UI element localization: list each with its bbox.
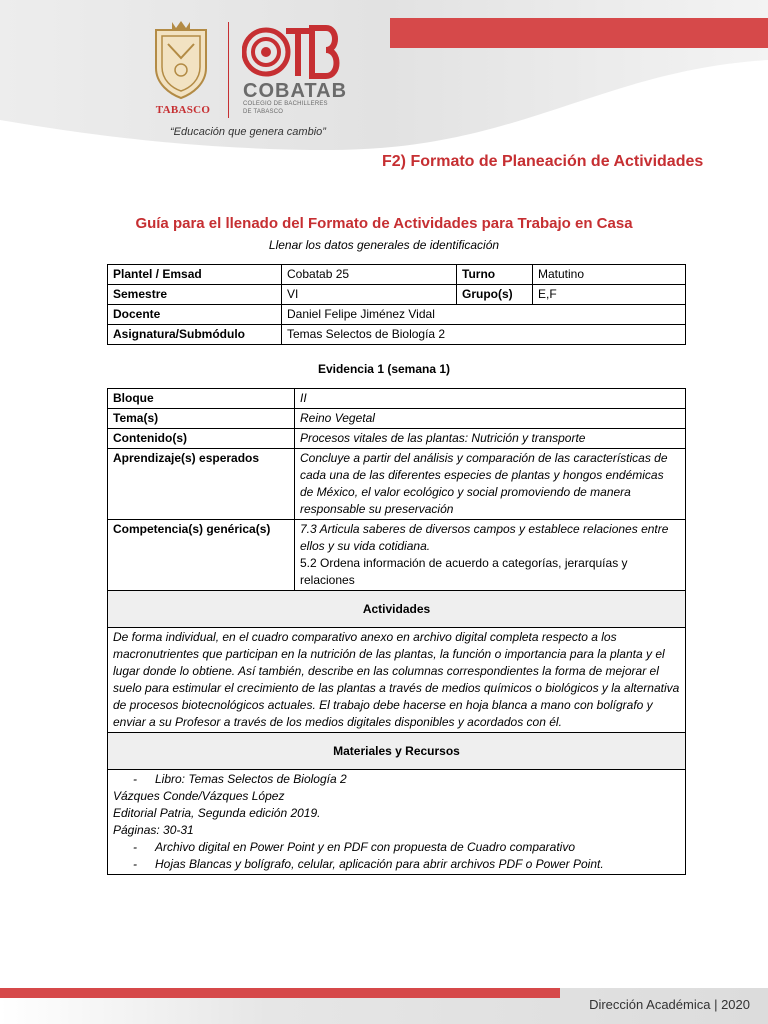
aprendizaje-label: Aprendizaje(s) esperados (108, 449, 295, 520)
competencia-value (295, 520, 686, 591)
competencia-item: 7.3 Articula saberes de diversos campos y establece relaciones entre ellos y su vida cotidiana. (300, 522, 669, 553)
plantel-value: Cobatab 25 (282, 265, 457, 285)
footer-banner (0, 988, 768, 1024)
form-title: F2) Formato de Planeación de Actividades (382, 153, 704, 170)
materiales-list (108, 770, 686, 875)
turno-value: Matutino (533, 265, 686, 285)
cobatab-brand-name: COBATAB (243, 80, 348, 102)
asignatura-label: Asignatura/Submódulo (108, 325, 282, 345)
grupo-label: Grupo(s) (457, 285, 533, 305)
table-row (108, 305, 686, 325)
contenido-label: Contenido(s) (108, 429, 295, 449)
table-row (108, 591, 686, 628)
bloque-label: Bloque (108, 389, 295, 409)
general-data-table (107, 264, 686, 345)
cobatab-subtitle-line2: DE TABASCO (243, 109, 284, 115)
contenido-value: Procesos vitales de las plantas: Nutrición y transporte (295, 429, 686, 449)
bullet-dash: - (133, 840, 137, 854)
table-row (108, 265, 686, 285)
tabasco-label: TABASCO (155, 104, 211, 116)
table-row (108, 520, 686, 591)
grupo-value: E,F (533, 285, 686, 305)
list-item (113, 839, 680, 856)
material-text: Libro: Temas Selectos de Biología 2 (155, 772, 347, 786)
semestre-label: Semestre (108, 285, 282, 305)
footer-text: Dirección Académica | 2020 (589, 997, 750, 1012)
header-red-bar (390, 18, 768, 48)
aprendizaje-value: Concluye a partir del análisis y comparación de las características de cada una de las diferentes especies de plantas y hongos endémicas de México, el valor ecológico y social promoviendo de manera responsable su preservación (295, 449, 686, 520)
bullet-dash: - (133, 772, 137, 786)
material-text: Hojas Blancas y bolígrafo, celular, aplicación para abrir archivos PDF o Power Point. (155, 857, 604, 871)
turno-label: Turno (457, 265, 533, 285)
bullet-dash: - (133, 857, 137, 871)
tabasco-shield-icon (150, 20, 212, 100)
guide-subtitle: Llenar los datos generales de identificación (268, 238, 500, 252)
guide-title: Guía para el llenado del Formato de Actividades para Trabajo en Casa (135, 215, 633, 232)
table-row (108, 628, 686, 733)
material-text: Editorial Patria, Segunda edición 2019. (113, 806, 321, 820)
table-row (108, 429, 686, 449)
slogan: “Educación que genera cambio” (170, 126, 326, 138)
logo-divider (228, 22, 229, 118)
temas-label: Tema(s) (108, 409, 295, 429)
competencia-label: Competencia(s) genérica(s) (108, 520, 295, 591)
competencia-item: 5.2 Ordena información de acuerdo a categorías, jerarquías y relaciones (300, 556, 628, 587)
table-row (108, 449, 686, 520)
material-text: Vázques Conde/Vázques López (113, 789, 285, 803)
plantel-label: Plantel / Emsad (108, 265, 282, 285)
actividades-text: De forma individual, en el cuadro comparativo anexo en archivo digital completa respecto a los macronutrientes que participan en la nutrición de las plantas, la función o importancia para la planta y el lugar donde lo obtiene. Así también, describe en las columnas correspondientes la forma de mejorar el suelo para estimular el crecimiento de las plantas a través de medios químicos o biológicos y la alternativa de procesos biotecnológicos actuales. El trabajo debe hacerse en hoja blanca a mano con bolígrafo y enviar a su Profesor a través de los medios digitales disponibles y acordados con él. (108, 628, 686, 733)
evidence-title: Evidencia 1 (semana 1) (317, 362, 451, 376)
footer-red-bar (0, 988, 560, 998)
table-row (108, 285, 686, 305)
list-item (113, 771, 680, 788)
table-row (108, 733, 686, 770)
docente-label: Docente (108, 305, 282, 325)
cobatab-logo-icon (242, 24, 342, 80)
material-text: Páginas: 30-31 (113, 823, 194, 837)
table-row (108, 389, 686, 409)
table-row (108, 409, 686, 429)
docente-value: Daniel Felipe Jiménez Vidal (282, 305, 686, 325)
evidence-table (107, 388, 686, 875)
table-row (108, 770, 686, 875)
bloque-value: II (295, 389, 686, 409)
temas-value: Reino Vegetal (295, 409, 686, 429)
header-banner (0, 0, 768, 160)
cobatab-subtitle-line1: COLEGIO DE BACHILLERES (243, 101, 328, 107)
semestre-value: VI (282, 285, 457, 305)
materiales-header: Materiales y Recursos (108, 733, 686, 770)
material-text: Archivo digital en Power Point y en PDF con propuesta de Cuadro comparativo (155, 840, 576, 854)
actividades-header: Actividades (108, 591, 686, 628)
asignatura-value: Temas Selectos de Biología 2 (282, 325, 686, 345)
list-item (113, 856, 680, 873)
table-row (108, 325, 686, 345)
